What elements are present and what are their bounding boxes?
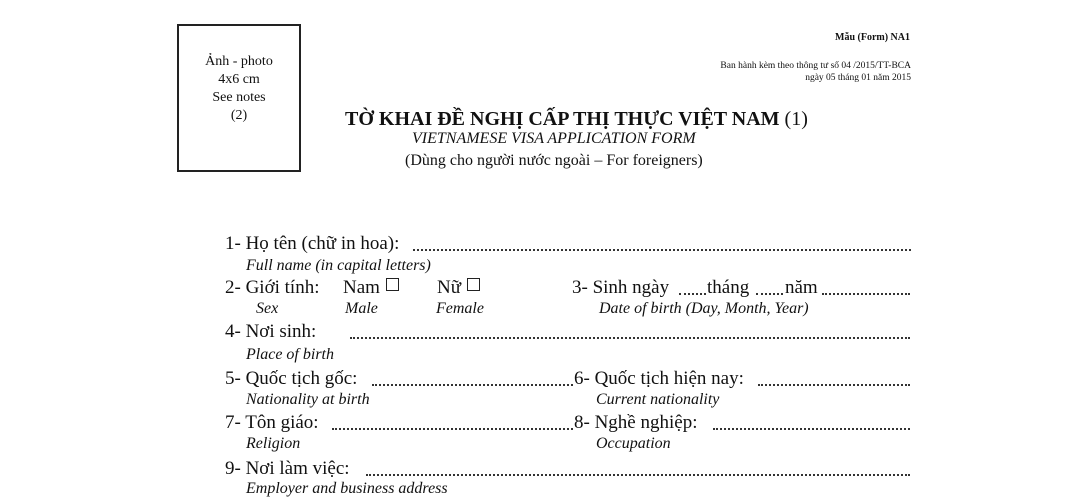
current-nationality-label: 6- Quốc tịch hiện nay: [574,368,744,389]
sex-female-label: Nữ [437,277,462,298]
sex-en: Sex [256,300,279,317]
female-checkbox[interactable] [467,278,480,291]
issued-note [720,60,911,84]
sex-male [343,277,399,299]
place-of-birth-input[interactable] [350,337,910,339]
full-name-label: 1- Họ tên (chữ in hoa): [225,233,400,254]
nationality-birth-en: Nationality at birth [246,391,370,408]
employer-label: 9- Nơi làm việc: [225,458,350,479]
dob-en: Date of birth (Day, Month, Year) [599,300,809,317]
issued-line-1: Ban hành kèm theo thông tư số 04 /2015/TT-BCA [720,61,911,71]
religion-input[interactable] [332,428,573,430]
photo-label: Ảnh - photo [205,54,273,69]
employer-en: Employer and business address [246,480,448,497]
form-title-vi: TỜ KHAI ĐỀ NGHỊ CẤP THỊ THỰC VIỆT NAM [345,108,780,130]
nationality-birth-input[interactable] [372,384,573,386]
male-en: Male [345,300,378,317]
employer-input[interactable] [366,474,910,476]
dob-year-label: năm [785,277,818,298]
dob-month-label: tháng [707,277,750,298]
photo-size: 4x6 cm [218,72,260,87]
full-name-en: Full name (in capital letters) [246,257,431,274]
form-audience: (Dùng cho người nước ngoài – For foreigners) [405,152,703,169]
nationality-birth-label: 5- Quốc tịch gốc: [225,368,358,389]
male-checkbox[interactable] [386,278,399,291]
form-title-en: VIETNAMESE VISA APPLICATION FORM [412,130,696,147]
photo-see-notes: See notes [212,90,266,105]
occupation-label: 8- Nghề nghiệp: [574,412,698,433]
photo-note-ref: (2) [230,108,248,123]
occupation-input[interactable] [713,428,910,430]
dob-year-input[interactable] [822,293,910,295]
dob-month-input[interactable] [756,293,783,295]
religion-en: Religion [246,435,301,452]
sex-female [437,277,480,299]
current-nationality-en: Current nationality [596,391,720,408]
religion-label: 7- Tôn giáo: [225,412,319,433]
form-title-note: (1) [784,108,808,130]
photo-box [177,24,301,172]
dob-day-label: 3- Sinh ngày [572,277,670,298]
current-nationality-input[interactable] [758,384,910,386]
form-title [345,108,808,131]
place-of-birth-en: Place of birth [246,346,334,363]
sex-label: 2- Giới tính: [225,277,320,298]
issued-line-2: ngày 05 tháng 01 năm 2015 [805,73,911,83]
full-name-input[interactable] [413,249,911,251]
female-en: Female [436,300,484,317]
form-code: Mẫu (Form) NA1 [835,32,910,43]
sex-male-label: Nam [343,277,380,298]
place-of-birth-label: 4- Nơi sinh: [225,321,317,342]
occupation-en: Occupation [596,435,671,452]
dob-day-input[interactable] [679,293,706,295]
